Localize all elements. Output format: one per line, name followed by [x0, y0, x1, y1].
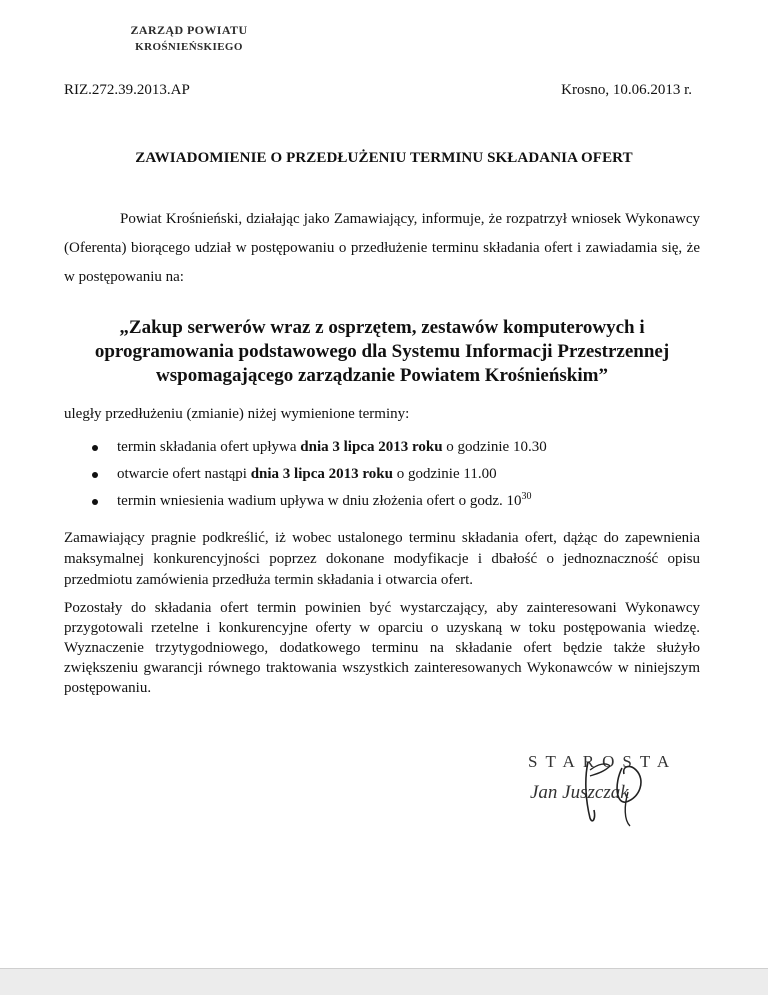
stamp-line-2: KROŚNIEŃSKIEGO	[135, 41, 243, 53]
term-prefix: termin wniesienia wadium upływa w dniu złożenia ofert o godz. 10	[117, 493, 522, 509]
term-prefix: otwarcie ofert nastąpi	[117, 466, 251, 482]
terms-lead: uległy przedłużeniu (zmianie) niżej wymienione terminy:	[64, 406, 410, 422]
signatory-title: STAROSTA	[528, 752, 678, 771]
procurement-subject: „Zakup serwerów wraz z osprzętem, zestawów komputerowych i oprogramowania podstawowego dla Systemu Informacji Przestrzennej wspomagającego zarządzanie Powiatem Krośnieńskim”	[94, 317, 670, 386]
intro-paragraph	[64, 205, 700, 292]
list-item	[64, 461, 700, 488]
term-date: dnia 3 lipca 2013 roku	[250, 466, 393, 482]
bullet-icon	[92, 499, 98, 505]
signatory-name: Jan Juszczak	[530, 782, 629, 803]
term-suffix: o godzinie 10.30	[442, 439, 547, 455]
signature-block	[520, 740, 690, 830]
handwritten-signature-icon	[550, 740, 660, 830]
paragraph-rationale: Pozostały do składania ofert termin powinien być wystarczający, aby zainteresowani Wykonawcy przygotowali rzetelne i konkurencyjne oferty w oparciu o uzyskaną w toku postępowania wiedzę. Wyznaczenie trzytygodniowego, dodatkowego terminu na składanie ofert będzie także służyło zwiększeniu gwarancji równego traktowania wszystkich zainteresowanych Wykonawców w niniejszym postępowaniu.	[64, 600, 700, 696]
list-item	[64, 488, 700, 515]
term-time-superscript: 30	[521, 491, 532, 502]
issuer-stamp	[104, 22, 274, 56]
paragraph-justification: Zamawiający pragnie podkreślić, iż wobec ustalonego terminu składania ofert, dążąc do zapewnienia maksymalnej konkurencyjności poprzez dokonane modyfikacje i dbałość o jednoznaczność opisu przedmiotu zamówienia przedłuża termin składania i otwarcia ofert.	[64, 530, 700, 588]
stamp-line-1: ZARZĄD POWIATU	[130, 23, 248, 37]
term-prefix: termin składania ofert upływa	[117, 439, 301, 455]
list-item	[64, 434, 700, 461]
bullet-icon	[92, 472, 98, 478]
term-suffix: o godzinie 11.00	[392, 466, 497, 482]
term-date: dnia 3 lipca 2013 roku	[300, 439, 443, 455]
place-date: Krosno, 10.06.2013 r.	[561, 82, 692, 98]
intro-text: Powiat Krośnieński, działając jako Zamawiający, informuje, że rozpatrzył wniosek Wykonawcy (Oferenta) biorącego udział w postępowaniu o przedłużenie terminu składania ofert i zawiadamia się, że w postępowaniu na:	[64, 211, 700, 285]
reference-number: RIZ.272.39.2013.AP	[64, 82, 190, 98]
terms-list	[64, 434, 700, 515]
document-title: ZAWIADOMIENIE O PRZEDŁUŻENIU TERMINU SKŁADANIA OFERT	[135, 150, 633, 166]
bullet-icon	[92, 445, 98, 451]
page-bottom-edge	[0, 968, 768, 995]
